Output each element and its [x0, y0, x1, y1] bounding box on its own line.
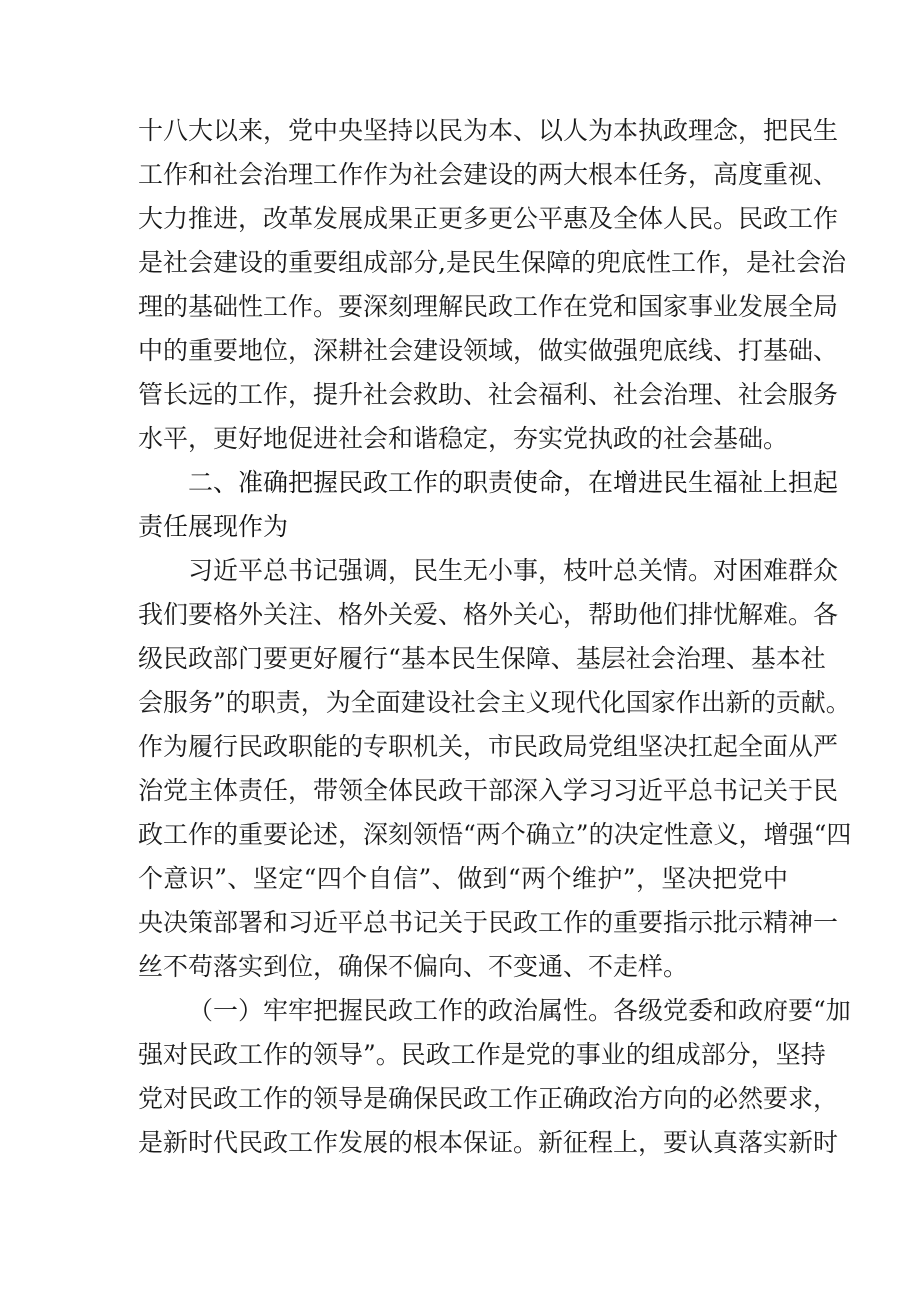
paragraph-line: （一）牢牢把握民政工作的政治属性。各级党委和政府要“加: [188, 996, 851, 1025]
paragraph-line: 习近平总书记强调，民生无小事，枝叶总关情。对困难群众: [188, 556, 839, 585]
paragraph-line: 个意识”、坚定“四个自信”、做到“两个维护”，坚决把党中: [138, 864, 788, 893]
heading-line: 二、准确把握民政工作的职责使命，在增进民生福祉上担起: [188, 468, 839, 497]
paragraph-line: 水平，更好地促进社会和谐稳定，夯实党执政的社会基础。: [138, 424, 789, 453]
paragraph-line: 是社会建设的重要组成部分,是民生保障的兜底性工作，是社会治: [138, 248, 846, 277]
paragraph-line: 党对民政工作的领导是确保民政工作正确政治方向的必然要求，: [138, 1084, 839, 1113]
paragraph-line: 丝不苟落实到位，确保不偏向、不变通、不走样。: [138, 952, 689, 981]
paragraph-line: 央决策部署和习近平总书记关于民政工作的重要指示批示精神一: [138, 908, 839, 937]
heading-line: 责任展现作为: [138, 512, 289, 541]
paragraph-line: 治党主体责任，带领全体民政干部深入学习习近平总书记关于民: [138, 776, 839, 805]
paragraph-line: 工作和社会治理工作作为社会建设的两大根本任务，高度重视、: [138, 160, 839, 189]
paragraph-line: 大力推进，改革发展成果正更多更公平惠及全体人民。民政工作: [138, 204, 839, 233]
paragraph-line: 作为履行民政职能的专职机关，市民政局党组坚决扛起全面从严: [138, 732, 839, 761]
paragraph-line: 是新时代民政工作发展的根本保证。新征程上，要认真落实新时: [138, 1128, 839, 1157]
paragraph-line: 级民政部门要更好履行“基本民生保障、基层社会治理、基本社: [138, 644, 826, 673]
paragraph-line: 强对民政工作的领导”。民政工作是党的事业的组成部分，坚持: [138, 1040, 826, 1069]
paragraph-line: 理的基础性工作。要深刻理解民政工作在党和国家事业发展全局: [138, 292, 839, 321]
paragraph-line: 管长远的工作，提升社会救助、社会福利、社会治理、社会服务: [138, 380, 839, 409]
paragraph-line: 中的重要地位，深耕社会建设领域，做实做强兜底线、打基础、: [138, 336, 839, 365]
paragraph-line: 会服务”的职责，为全面建设社会主义现代化国家作出新的贡献。: [138, 688, 851, 717]
paragraph-line: 十八大以来，党中央坚持以民为本、以人为本执政理念，把民生: [138, 116, 839, 145]
paragraph-line: 我们要格外关注、格外关爱、格外关心，帮助他们排忧解难。各: [138, 600, 839, 629]
paragraph-line: 政工作的重要论述，深刻领悟“两个确立”的决定性意义，增强“四: [138, 820, 852, 849]
